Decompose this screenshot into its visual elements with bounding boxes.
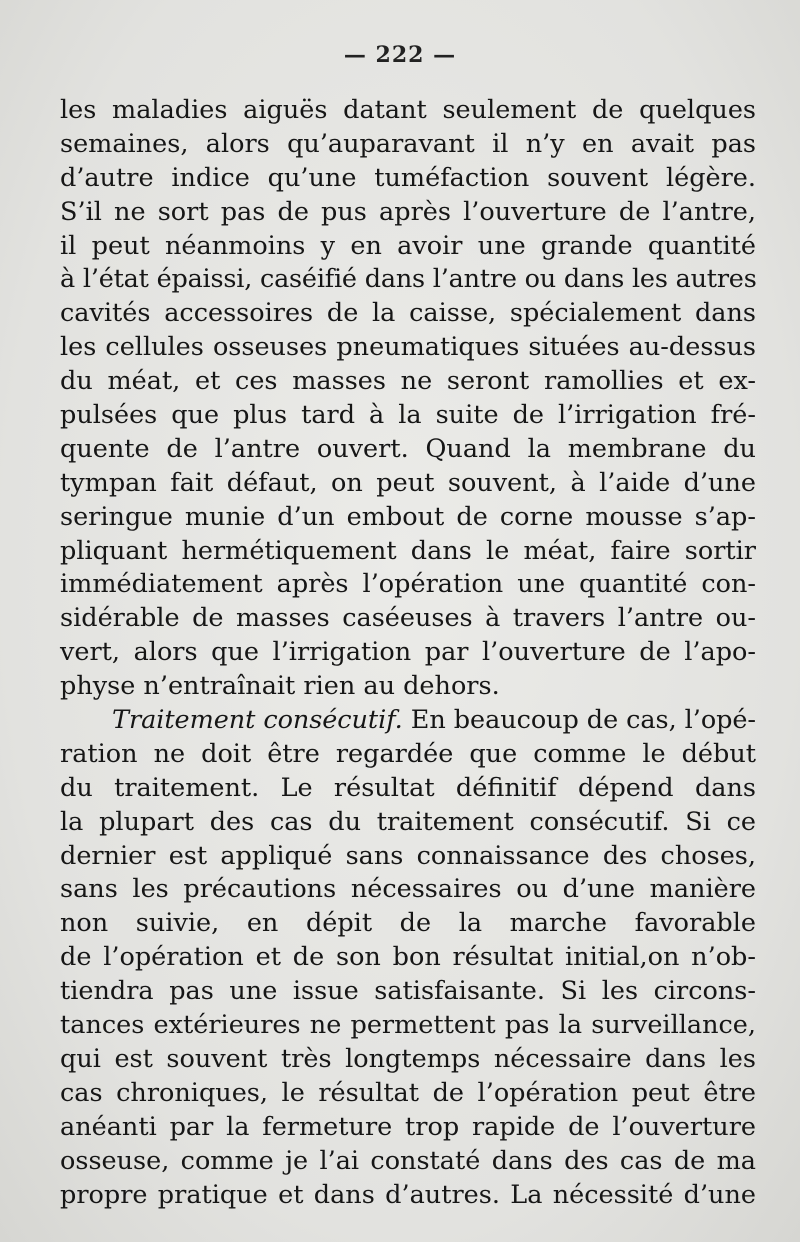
text-line: non suivie, en dépit de la marche favorable — [60, 908, 756, 939]
text-line: tympan fait défaut, on peut souvent, à l’aide d’une — [60, 467, 756, 498]
text-line: seringue munie d’un embout de corne mousse s’ap- — [60, 501, 756, 532]
text-line: à l’état épaissi, caséifié dans l’antre ou dans les autres — [60, 264, 757, 295]
text-line: sidérable de masses caséeuses à travers l’antre ou- — [60, 603, 756, 634]
text-line: les maladies aiguës datant seulement de quelques — [60, 95, 756, 125]
text-line: sans les précautions nécessaires ou d’une manière — [60, 874, 756, 905]
text-line: tances extérieures ne permettent pas la surveillance, — [60, 1010, 756, 1041]
text-line: osseuse, comme je l’ai constaté dans des cas de ma — [60, 1145, 756, 1176]
text-line: tiendra pas une issue satisfaisante. Si les circons- — [60, 976, 756, 1007]
text-line: semaines, alors qu’auparavant il n’y en avait pas — [60, 128, 756, 159]
text-line: les cellules osseuses pneumatiques situées au-dessus — [60, 332, 756, 363]
body-text — [60, 94, 756, 1212]
section-heading-line — [60, 704, 756, 738]
text-line: du traitement. Le résultat définitif dépend dans — [60, 772, 756, 803]
text-line: qui est souvent très longtemps nécessaire dans les — [60, 1043, 756, 1074]
text-line: immédiatement après l’opération une quantité con- — [60, 569, 756, 600]
text-line: la plupart des cas du traitement consécutif. Si ce — [60, 806, 756, 837]
text-line: de l’opération et de son bon résultat initial,on n’ob- — [60, 942, 756, 973]
section-heading: Traitement consécutif. — [112, 705, 403, 736]
text-line: ration ne doit être regardée que comme le début — [60, 738, 756, 769]
text-line: il peut néanmoins y en avoir une grande quantité — [60, 230, 756, 261]
text-line: vert, alors que l’irrigation par l’ouverture de l’apo- — [60, 637, 756, 668]
text-line: anéanti par la fermeture trop rapide de l’ouverture — [60, 1111, 756, 1142]
text-line: dernier est appliqué sans connaissance des choses, — [60, 840, 756, 871]
text-line: pliquant hermétiquement dans le méat, faire sortir — [60, 535, 756, 566]
text-line: cas chroniques, le résultat de l’opération peut être — [60, 1077, 756, 1108]
text-line: du méat, et ces masses ne seront ramollies et ex- — [60, 366, 756, 397]
text-line: cavités accessoires de la caisse, spécialement dans — [60, 298, 756, 329]
text-line: physe n’entraînait rien au dehors. — [60, 671, 500, 702]
text-line: quente de l’antre ouvert. Quand la membrane du — [60, 433, 756, 464]
text-line: pulsées que plus tard à la suite de l’irrigation fré- — [60, 400, 756, 431]
text-line: propre pratique et dans d’autres. La nécessité d’une — [60, 1179, 756, 1210]
page-number: — 222 — — [343, 42, 457, 68]
text-line: d’autre indice qu’une tuméfaction souvent légère. — [60, 162, 756, 193]
text-line: S’il ne sort pas de pus après l’ouverture de l’antre, — [60, 196, 756, 227]
text-span: En beaucoup de cas, l’opé- — [402, 705, 756, 736]
